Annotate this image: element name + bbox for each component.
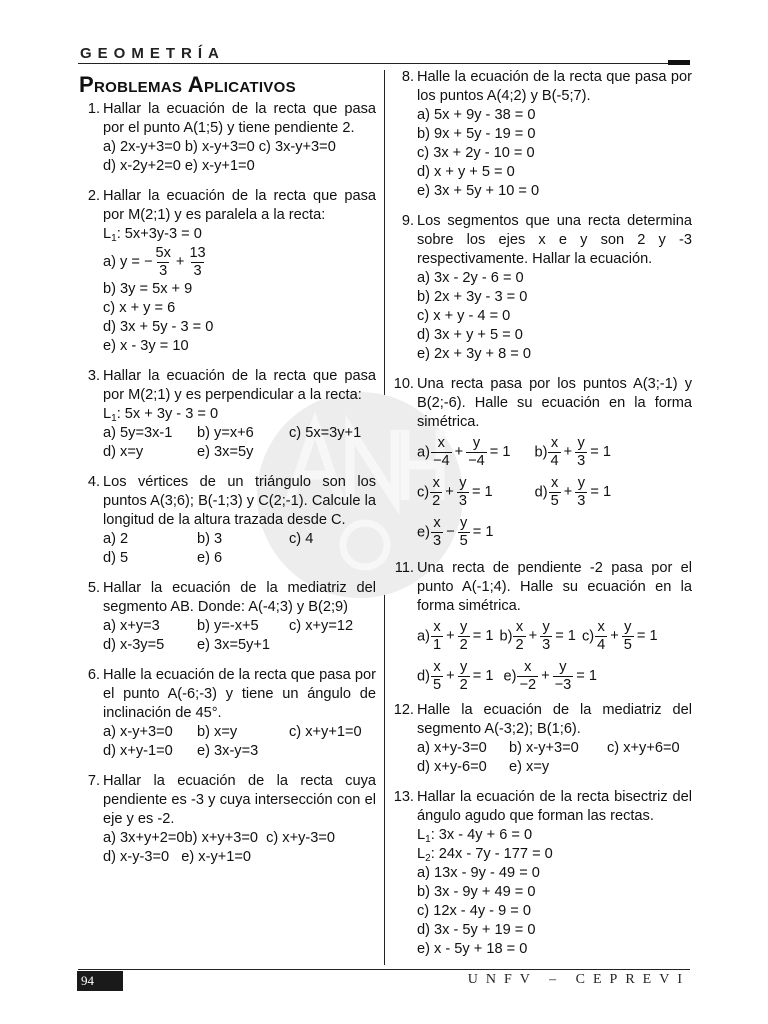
problem-number: 8. [401,69,414,85]
options-grid [103,424,376,462]
equals-one: = 1 [472,627,494,644]
fraction [457,475,469,510]
option-c: c) x+y+1=0 [289,724,362,740]
denominator: 4 [550,452,559,469]
line-equation [103,405,376,424]
equals-one: = 1 [489,443,511,460]
line-subscript: 1 [425,834,431,845]
fraction [431,659,443,694]
header-mark [668,60,690,65]
problem-6 [78,666,376,761]
problem-number: 3. [87,368,100,384]
option-a [417,435,513,470]
equals-one: = 1 [636,627,658,644]
problem-number: 1. [87,101,100,117]
fraction [553,659,574,694]
problem-13 [392,788,692,959]
option-a: a) x+y=3 [103,618,160,634]
options-grid [103,723,376,761]
option-label: e) [503,667,517,684]
option-c: c) x + y - 4 = 0 [417,308,511,324]
numerator: x [550,434,559,451]
problem-statement: Los vértices de un triángulo son los puntos A(3;6); B(-1;3) y C(2;-1). Calcule la longitud de la altura trazada desde C. [103,474,376,528]
numerator: y [577,434,585,451]
option-e: e) 3x + 5y + 10 = 0 [417,183,540,199]
numerator: x [432,474,440,491]
option-d [417,659,495,694]
fraction [540,619,552,654]
problem-statement: Hallar la ecuación de la recta que pasa por M(2;1) y es perpendicular a la recta: [103,368,376,403]
denominator: 5 [550,492,559,509]
option-d: d) 3x + y + 5 = 0 [417,327,523,343]
denominator: 2 [459,636,468,653]
denominator: 5 [459,532,468,549]
options-line: d) x-2y+2=0 e) x-y+1=0 [103,158,255,174]
option-a: a) x-y+3=0 [103,724,173,740]
option-e: e) 3x=5y+1 [197,637,271,653]
option-a: a) 5y=3x-1 [103,425,173,441]
line-name: L [417,846,426,862]
fraction [187,245,207,280]
section-title: Problemas Aplicativos [79,72,296,97]
fraction [431,515,443,550]
line-equation-text: : 5x + 3y - 3 = 0 [116,406,219,422]
option-e: e) 3x=5y [197,444,254,460]
problem-12 [392,701,692,777]
line-name: L [417,827,426,843]
equals-one: = 1 [555,627,576,644]
option-b: b) 2x + 3y - 3 = 0 [417,289,528,305]
option-e [417,515,495,550]
denominator: 1 [432,636,442,653]
option-c: c) 4 [289,531,314,547]
numerator: x [524,658,532,675]
problem-number: 4. [87,474,100,490]
line-equation [103,225,376,244]
numerator: x [433,618,441,635]
option-label: a) [417,627,430,644]
option-b: b) x-y+3=0 [509,740,579,756]
option-e: e) x=y [509,759,550,775]
option-b: b) y=x+6 [197,425,254,441]
line-equation-1 [417,826,692,845]
denominator: 2 [432,492,441,509]
option-e: e) 2x + 3y + 8 = 0 [417,346,531,362]
denominator: −4 [468,452,485,469]
denominator: 4 [597,636,606,653]
operator: + [563,483,573,500]
problem-statement: Halle la ecuación de la recta que pasa por el punto A(-6;-3) y tiene un ángulo de inclinación de 45°. [103,667,376,721]
denominator: 2 [459,676,468,693]
options-grid [417,739,692,777]
problem-statement: Los segmentos que una recta determina sobre los ejes x e y son 2 y -3 respectivamente. Hallar la ecuación. [417,213,692,267]
denominator: 5 [623,636,632,653]
options-row [417,432,692,472]
denominator: 3 [458,492,467,509]
option-a: a) x+y-3=0 [417,740,487,756]
problem-statement: Hallar la ecuación de la mediatriz del segmento AB. Donde: A(-4;3) y B(2;9) [103,580,376,615]
problem-statement: Hallar la ecuación de la recta que pasa por el punto A(1;5) y tiene pendiente 2. [103,101,376,136]
operator: − [446,523,455,540]
problem-statement: Halle la ecuación de la recta que pasa por los puntos A(4;2) y B(-5;7). [417,69,692,104]
numerator: y [460,514,468,531]
denominator: 3 [159,262,168,279]
numerator: x [433,514,441,531]
option-c: c) x+y=12 [289,618,354,634]
option-label: b) [499,627,513,644]
line-equation-text: : 3x - 4y + 6 = 0 [430,827,533,843]
option-b: b) 3y = 5x + 9 [103,281,193,297]
fraction [549,475,561,510]
option-a: a) 13x - 9y - 49 = 0 [417,865,540,881]
denominator: 3 [542,636,551,653]
option-a: a) 2 [103,531,129,547]
option-b: b) y=-x+5 [197,618,259,634]
fraction [575,475,587,510]
operator: + [446,627,455,644]
problem-number: 10. [393,376,414,392]
numerator: x [597,618,605,635]
line-name: L [103,406,112,422]
problem-5 [78,579,376,655]
problem-number: 7. [87,773,100,789]
line-equation-text: : 24x - 7y - 177 = 0 [430,846,553,862]
option-c [417,475,495,510]
problem-3 [78,367,376,462]
equals-one: = 1 [472,667,494,684]
problem-statement: Una recta de pendiente -2 pasa por el punto A(-1;4). Halle su ecuación en la forma simétrica. [417,560,692,614]
header-rule [78,63,690,64]
option-d: d) 3x - 5y + 19 = 0 [417,922,536,938]
operator: + [454,443,464,460]
option-e: e) 6 [197,550,223,566]
operator: + [563,443,573,460]
option-label: c) [581,627,595,644]
option-e: e) x - 5y + 18 = 0 [417,941,528,957]
option-label: e) [417,523,430,540]
option-c: c) 12x - 4y - 9 = 0 [417,903,531,919]
denominator: 3 [577,492,586,509]
fraction [548,435,560,470]
problem-8 [392,68,692,201]
option-d [535,475,613,510]
option-d: d) x=y [103,444,144,460]
numerator: x [515,618,524,635]
denominator: −4 [432,452,450,469]
denominator: 3 [577,452,586,469]
problem-number: 5. [87,580,100,596]
numerator: y [577,474,585,491]
options-row [417,656,692,696]
options-row [417,512,692,552]
fraction [430,475,442,510]
problem-number: 6. [87,667,100,683]
denominator: 5 [432,676,442,693]
option-c: c) 3x + 2y - 10 = 0 [417,145,535,161]
problem-1 [78,100,376,176]
option-label: d) [417,667,430,684]
numerator: y [460,658,468,675]
option-label: b) [534,443,548,460]
option-c [582,619,660,654]
numerator: x [433,658,441,675]
options-line: a) 3x+y+2=0b) x+y+3=0 c) x+y-3=0 [103,830,336,846]
denominator: −2 [519,676,537,693]
numerator: y [542,618,550,635]
option-d: d) x-3y=5 [103,637,165,653]
option-c: c) x + y = 6 [103,300,176,316]
numerator: y [624,618,632,635]
denominator: 3 [432,532,442,549]
option-b: b) 9x + 5y - 19 = 0 [417,126,536,142]
options-row [417,616,692,656]
option-d: d) 5 [103,550,129,566]
problem-number: 9. [401,213,414,229]
problem-statement: Halle la ecuación de la mediatriz del segmento A(-3;2); B(1;6). [417,702,692,737]
problem-statement: Hallar la ecuación de la recta bisectriz del ángulo agudo que forman las rectas. [417,789,692,824]
problem-number: 12. [393,702,414,718]
option-label: c) [417,483,430,500]
footer-publisher: UNFV – CEPREVI [467,972,690,987]
fraction [466,435,487,470]
option-a [103,244,376,280]
option-a [417,619,495,654]
option-d: d) x+y-1=0 [103,743,173,759]
numerator: 13 [189,244,206,261]
numerator: y [460,618,468,635]
line-subscript: 1 [111,233,117,244]
denominator: 3 [193,262,202,279]
problem-4 [78,473,376,568]
option-c: c) 5x=3y+1 [289,425,362,441]
operator: + [446,667,455,684]
line-equation-text: : 5x+3y-3 = 0 [116,226,202,242]
option-a: a) 3x - 2y - 6 = 0 [417,270,524,286]
operator: + [541,667,550,684]
problem-2 [78,187,376,356]
line-equation-2 [417,845,692,864]
options-grid [103,530,376,568]
problem-number: 11. [394,560,414,576]
numerator: y [472,434,481,451]
numerator: y [459,474,467,491]
page-number: 94 [77,971,123,991]
fraction [513,619,525,654]
fraction [622,619,634,654]
running-header-title: GEOMETRÍA [80,45,225,62]
options-line: a) 2x-y+3=0 b) x-y+3=0 c) 3x-y+3=0 [103,139,336,155]
numerator: x [551,474,559,491]
operator: + [445,483,454,500]
problem-statement: Hallar la ecuación de la recta que pasa por M(2;1) y es paralela a la recta: [103,188,376,223]
fraction [517,659,538,694]
operator: + [175,253,185,270]
problem-statement: Hallar la ecuación de la recta cuya pendiente es -3 y cuya intersección con el eje y es -2. [103,773,376,827]
problem-statement: Una recta pasa por los puntos A(3;-1) y B(2;-6). Halle su ecuación en la forma simétrica. [417,376,692,430]
line-name: L [103,226,112,242]
options-grid [103,617,376,655]
option-label: a) [417,443,430,460]
equals-one: = 1 [576,667,597,684]
equals-one: = 1 [472,523,494,540]
options-line: d) x-y-3=0 e) x-y+1=0 [103,849,252,865]
equals-one: = 1 [471,483,493,500]
option-d: d) 3x + 5y - 3 = 0 [103,319,214,335]
line-subscript: 2 [425,853,431,864]
numerator: 5x [155,244,171,261]
equals-one: = 1 [590,483,612,500]
operator: + [610,627,619,644]
option-e [503,659,599,694]
fraction [458,619,470,654]
option-b: b) x=y [197,724,238,740]
option-d: d) x + y + 5 = 0 [417,164,515,180]
option-e: e) 3x-y=3 [197,743,259,759]
fraction [595,619,607,654]
option-b: b) 3x - 9y + 49 = 0 [417,884,536,900]
problem-11 [392,559,692,696]
option-b: b) 3 [197,531,223,547]
operator: + [528,627,538,644]
option-a: a) 5x + 9y - 38 = 0 [417,107,536,123]
problem-number: 13. [393,789,414,805]
fraction [431,435,452,470]
equals-one: = 1 [590,443,611,460]
option-c: c) x+y+6=0 [607,740,680,756]
options-row [417,472,692,512]
option-b [535,435,613,470]
right-column [392,68,692,970]
fraction [575,435,587,470]
fraction [458,515,470,550]
denominator: 2 [515,636,524,653]
fraction [153,245,172,280]
option-label: a) y = − [103,253,153,270]
problem-10 [392,375,692,552]
fraction [458,659,470,694]
option-label: d) [534,483,548,500]
option-b [499,619,577,654]
option-e: e) x - 3y = 10 [103,338,189,354]
numerator: x [437,434,445,451]
problem-9 [392,212,692,364]
numerator: y [559,658,567,675]
fraction [431,619,443,654]
denominator: −3 [554,676,572,693]
left-column [78,70,376,878]
line-subscript: 1 [111,413,117,424]
option-d: d) x+y-6=0 [417,759,487,775]
problem-number: 2. [87,188,100,204]
problem-7 [78,772,376,867]
